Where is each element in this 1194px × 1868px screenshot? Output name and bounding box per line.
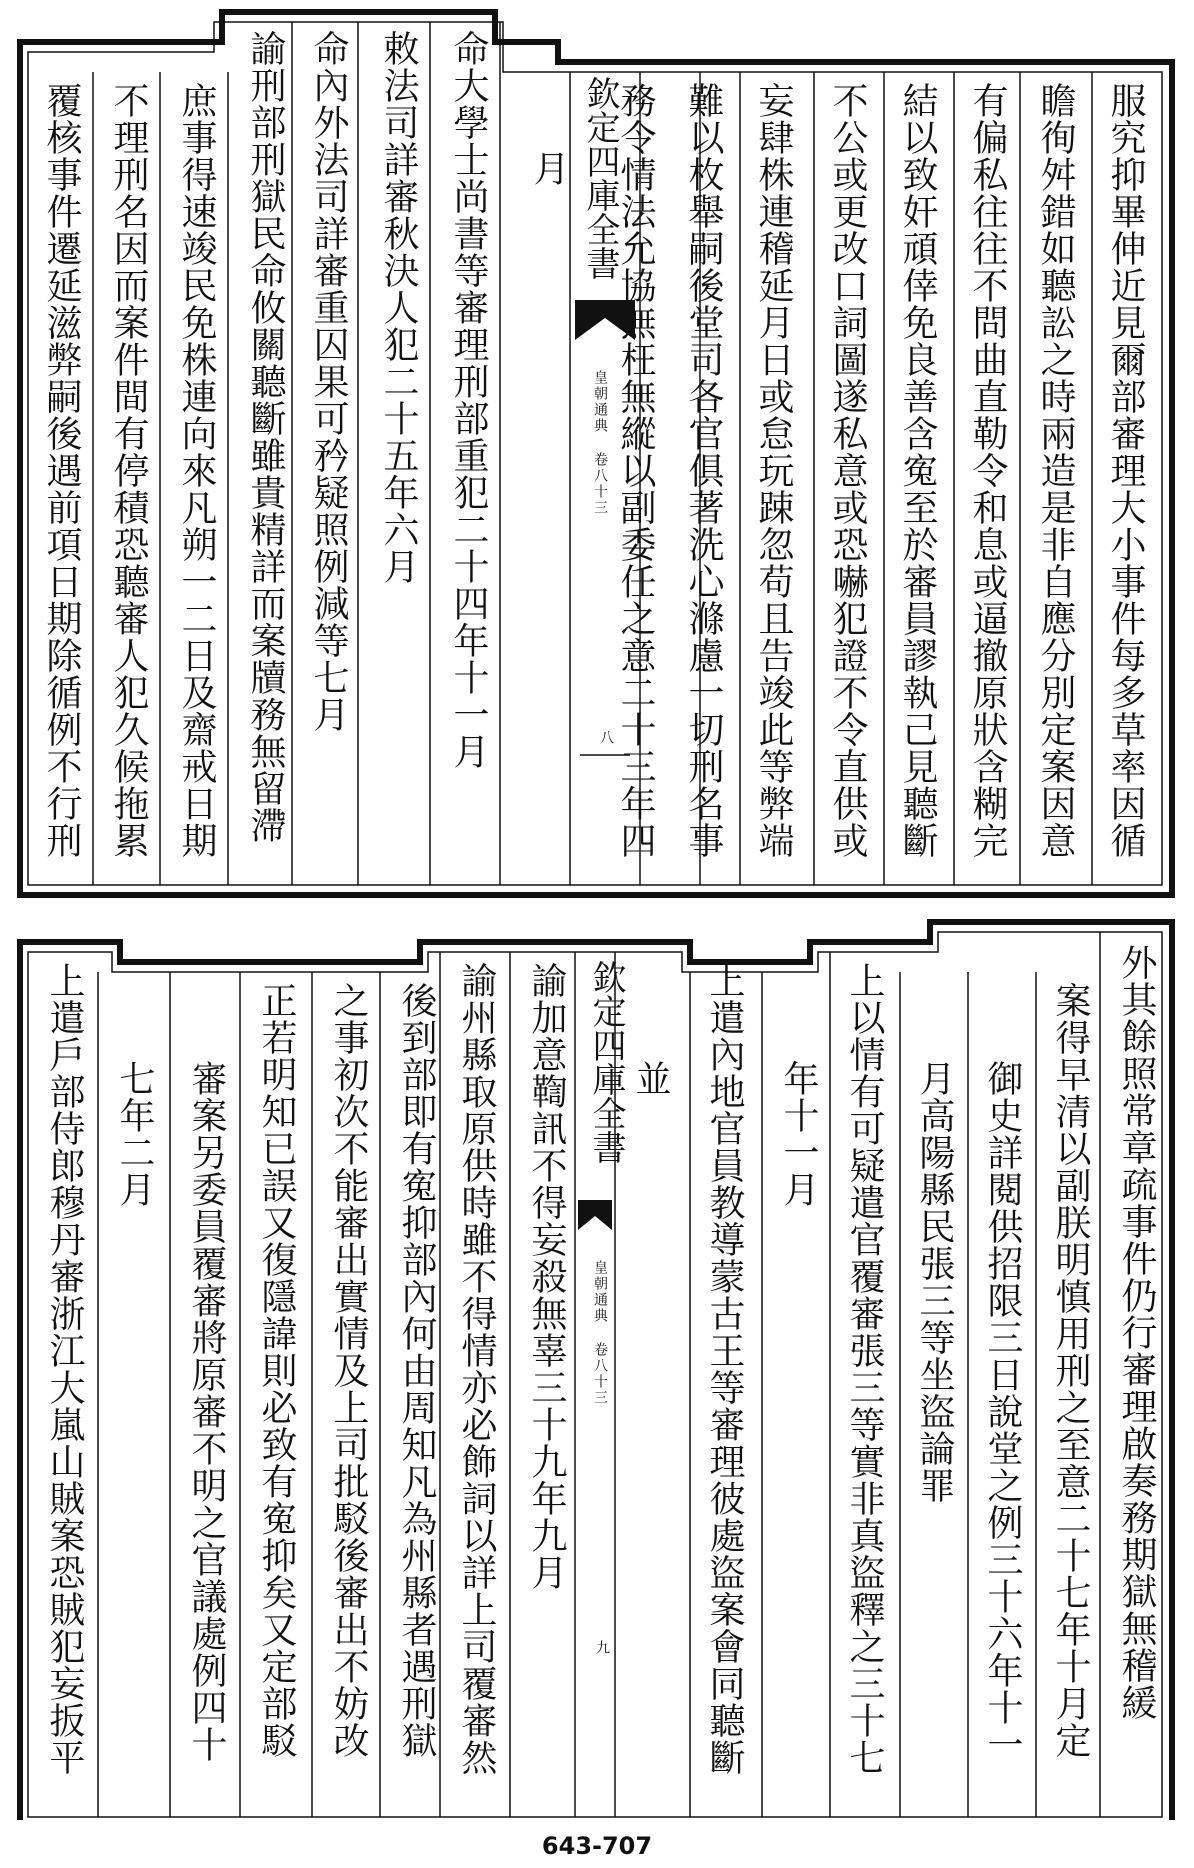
- bottom-page: [0, 900, 1194, 1868]
- text-column: 諭州縣取原供時雖不得情亦必飾詞以詳上司覆審然: [456, 962, 497, 1776]
- text-column: 務令情法允協無枉無縱以副委任之意二十三年四: [615, 82, 656, 859]
- text-column: 敕法司詳審秋決人犯二十五年六月: [378, 30, 419, 585]
- text-column: 審案另委員覆審將原審不明之官議處例四十: [186, 1060, 227, 1763]
- text-column: 庶事得速竣民免株連向來凡朔一二日及齋戒日期: [176, 82, 217, 859]
- text-column: 有偏私往往不問曲直勒令和息或逼撤原狀含糊完: [967, 82, 1008, 859]
- leaf-number: 八: [598, 730, 614, 746]
- text-column: 難以枚舉嗣後堂司各官俱著洗心滌慮一切刑名事: [683, 82, 724, 859]
- text-column: 不理刑名因而案件間有停積恐聽審人犯久候拖累: [108, 82, 149, 859]
- book-header: 欽定四庫全書: [580, 76, 620, 280]
- page-code: 643-707: [541, 1832, 653, 1860]
- text-column: 並: [630, 1060, 671, 1097]
- text-column: 月高陽縣民張三等坐盜論罪: [914, 1060, 955, 1504]
- book-header: 欽定四庫全書: [586, 960, 626, 1164]
- text-column: 外其餘照常章疏事件仍行審理啟奏務期獄無稽緩: [1116, 944, 1157, 1721]
- text-column: 覆核事件遷延滋弊嗣後遇前項日期除循例不行刑: [41, 82, 82, 859]
- text-column: 上遣內地官員教導蒙古王等審理彼處盜案會同聽斷: [704, 962, 745, 1776]
- edition-note: 皇朝通典 卷八十三: [592, 1260, 608, 1406]
- text-column: 上遣戶部侍郎穆丹審浙江大嵐山賊案恐賊犯妄扳平: [44, 962, 85, 1776]
- text-column: 月: [528, 150, 569, 187]
- text-column: 命內外法司詳審重囚果可矜疑照例減等七月: [308, 30, 349, 733]
- text-column: 後到部即有寃抑部內何由周知凡為州縣者遇刑獄: [396, 982, 437, 1759]
- text-column: 上以情有可疑遣官覆審張三等實非真盜釋之三十七: [844, 962, 885, 1776]
- edition-note: 皇朝通典 卷八十三: [592, 370, 608, 516]
- text-column: 七年二月: [114, 1060, 155, 1208]
- text-column: 年十一月: [778, 1060, 819, 1208]
- text-column: 瞻徇舛錯如聽訟之時兩造是非自應分別定案因意: [1035, 82, 1076, 859]
- text-column: 妄肆株連稽延月日或怠玩踈忽苟且告竣此等弊端: [753, 82, 794, 859]
- text-column: 之事初次不能審出實情及上司批駁後審出不妨改: [328, 982, 369, 1759]
- text-column: 命大學士尚書等審理刑部重犯二十四年十一月: [448, 30, 489, 770]
- text-column: 服究抑畢伸近見爾部審理大小事件每多草率因循: [1105, 82, 1146, 859]
- text-column: 結以致奸頑倖免良善含寃至於審員謬執己見聽斷: [897, 82, 938, 859]
- text-column: 正若明知已誤又復隱諱則必致有寃抑矣又定部駁: [256, 982, 297, 1759]
- text-column: 御史詳閱供招限三日說堂之例三十六年十一: [982, 1060, 1023, 1763]
- fishtail-mark: [578, 1200, 612, 1230]
- text-column: 案得早清以副朕明慎用刑之至意二十七年十月定: [1050, 982, 1091, 1759]
- text-column: 不公或更改口詞圖遂私意或恐嚇犯證不令直供或: [827, 82, 868, 859]
- text-column: 諭刑部刑獄民命攸關聽斷雖貴精詳而案牘務無留滯: [245, 30, 286, 844]
- leaf-number: 九: [594, 1640, 610, 1656]
- top-page: [0, 0, 1194, 900]
- text-column: 諭加意鞫訊不得妄殺無辜三十九年九月: [526, 962, 567, 1591]
